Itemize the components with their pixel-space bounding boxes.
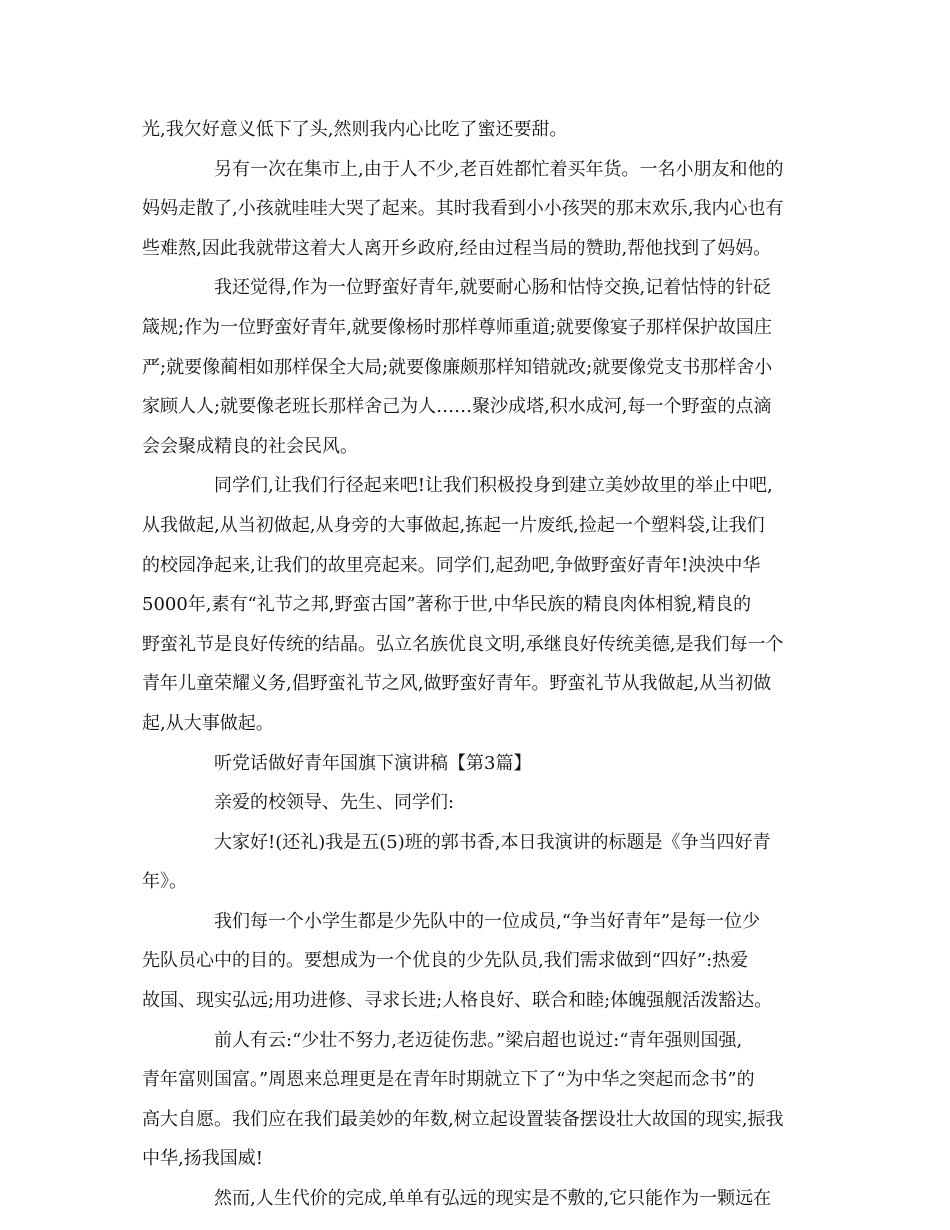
text-line: 会会聚成精良的社会民风。 (142, 435, 358, 457)
text-line: 年》。 (142, 871, 187, 893)
text-line: 我们每一个小学生都是少先队中的一位成员,“争当好青年”是每一位少 (214, 910, 761, 932)
text-line: 家顾人人;就要像老班长那样舍己为人……聚沙成塔,积水成河,每一个野蛮的点滴 (142, 396, 772, 418)
text-line: 亲爱的校领导、先生、同学们: (214, 792, 455, 814)
text-line: 光,我欠好意义低下了头,然则我内心比吃了蜜还要甜。 (142, 119, 568, 140)
text-line: 中华,扬我国威! (142, 1148, 263, 1170)
text-line: 严;就要像蔺相如那样保全大局;就要像廉颇那样知错就改;就要像党支书那样舍小 (142, 356, 773, 378)
text-line: 青年儿童荣耀义务,倡野蛮礼节之风,做野蛮好青年。野蛮礼节从我做起,从当初做 (142, 673, 772, 695)
text-line: 5000年,素有“礼节之邦,野蛮古国”著称于世,中华民族的精良肉体相貌,精良的 (142, 594, 752, 616)
text-line: 然而,人生代价的完成,单单有弘远的现实是不敷的,它只能作为一颗远在 (214, 1188, 772, 1210)
text-line: 另有一次在集市上,由于人不少,老百姓都忙着买年货。一名小朋友和他的 (214, 158, 784, 180)
text-line: 起,从大事做起。 (142, 712, 274, 734)
text-line: 些难熬,因此我就带这着大人离开乡政府,经由过程当局的赞助,帮他找到了妈妈。 (142, 237, 772, 259)
document-body (142, 110, 812, 1219)
text-line: 我还觉得,作为一位野蛮好青年,就要耐心肠和怙恃交换,记着怙恃的针砭 (214, 277, 772, 299)
text-line: 高大自愿。我们应在我们最美妙的年数,树立起设置装备摆设壮大故国的现实,振我 (142, 1108, 784, 1130)
text-line: 前人有云:“少壮不努力,老迈徒伤悲。”梁启超也说过:“青年强则国强, (214, 1029, 743, 1051)
text-line: 故国、现实弘远;用功进修、寻求长进;人格良好、联合和睦;体魄强舰活泼豁达。 (142, 990, 773, 1012)
text-line: 的校园净起来,让我们的故里亮起来。同学们,起劲吧,争做野蛮好青年!泱泱中华 (142, 554, 761, 576)
text-line: 听党话做好青年国旗下演讲稿【第3篇】 (214, 752, 532, 774)
text-line: 先队员心中的目的。要想成为一个优良的少先队员,我们需求做到“四好”:热爱 (142, 950, 749, 972)
text-line: 青年富则国富。”周恩来总理更是在青年时期就立下了“为中华之突起而念书”的 (142, 1069, 755, 1091)
text-line: 从我做起,从当初做起,从身旁的大事做起,拣起一片废纸,捡起一个塑料袋,让我们 (142, 514, 765, 536)
text-line: 大家好!(还礼)我是五(5)班的郭书香,本日我演讲的标题是《争当四好青 (214, 831, 771, 853)
text-line: 同学们,让我们行径起来吧!让我们积极投身到建立美妙故里的举止中吧, (214, 475, 773, 497)
text-line: 箴规;作为一位野蛮好青年,就要像杨时那样尊师重道;就要像宴子那样保护故国庄 (142, 316, 772, 338)
text-line: 妈妈走散了,小孩就哇哇大哭了起来。其时我看到小小孩哭的那末欢乐,我内心也有 (142, 198, 784, 220)
text-line: 野蛮礼节是良好传统的结晶。弘立名族优良文明,承继良好传统美德,是我们每一个 (142, 633, 784, 655)
